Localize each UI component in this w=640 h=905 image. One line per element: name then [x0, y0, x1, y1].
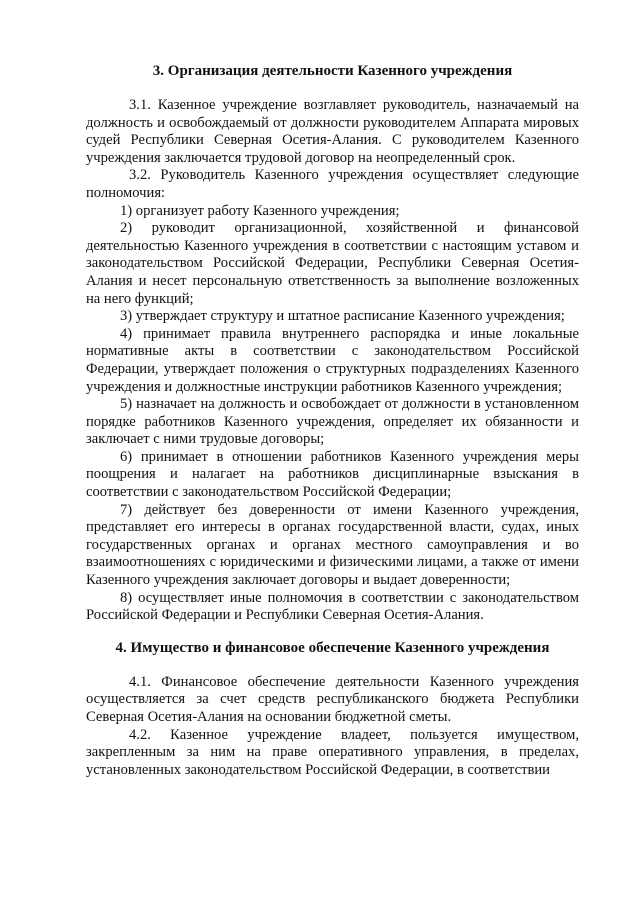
paragraph-4-2: 4.2. Казенное учреждение владеет, пользуется имуществом, закрепленным за ним на праве оперативного управления, в пределах, установленных законодательством Российской Федерации, в соответствии [86, 726, 579, 778]
list-item-1: 1) организует работу Казенного учреждения; [120, 202, 400, 219]
list-item-4: 4) принимает правила внутреннего распорядка и иные локальные нормативные акты в соответствии с законодательством Российской Федерации, утверждает положения о структурных подразделениях Казенного учреждения и должностные инструкции работников Казенного учреждения; [86, 325, 579, 395]
paragraph-3-1: 3.1. Казенное учреждение возглавляет руководитель, назначаемый на должность и освобождаемый от должности руководителем Аппарата мировых судей Республики Северная Осетия-Алания. С руководителем Казенного учреждения заключается трудовой договор на неопределенный срок. [86, 97, 579, 166]
document-body [86, 62, 579, 779]
section-3-heading: 3. Организация деятельности Казенного учреждения [152, 63, 513, 79]
list-item-2: 2) руководит организационной, хозяйственной и финансовой деятельностью Казенного учреждения в соответствии с настоящим уставом и законодательством Российской Федерации, Республики Северная Осетия-Алания и несет персональную ответственность за выполнение возложенных на него функций; [86, 220, 579, 307]
section-4-heading: 4. Имущество и финансовое обеспечение Казенного учреждения [115, 639, 550, 656]
list-item-6: 6) принимает в отношении работников Казенного учреждения меры поощрения и налагает на работников дисциплинарные взыскания в соответствии с законодательством Российской Федерации; [86, 448, 579, 501]
list-item-8: 8) осуществляет иные полномочия в соответствии с законодательством Российской Федерации и Республики Северная Осетия-Алания. [86, 589, 579, 624]
list-item-5: 5) назначает на должность и освобождает от должности в установленном порядке работников Казенного учреждения, определяет их обязанности и заключает с ними трудовые договоры; [86, 396, 579, 448]
list-item-7: 7) действует без доверенности от имени Казенного учреждения, представляет его интересы в органах государственной власти, судах, иных государственных органах и органах местного самоуправления и во взаимоотношениях с юридическими и физическими лицами, а также от имени Казенного учреждения заключает договоры и выдает доверенности; [86, 501, 579, 589]
paragraph-4-1: 4.1. Финансовое обеспечение деятельности Казенного учреждения осуществляется за счет средств республиканского бюджета Республики Северная Осетия-Алания на основании бюджетной сметы. [86, 673, 579, 725]
list-item-3: 3) утверждает структуру и штатное расписание Казенного учреждения; [120, 308, 565, 325]
paragraph-3-2: 3.2. Руководитель Казенного учреждения осуществляет следующие полномочия: [86, 167, 579, 201]
